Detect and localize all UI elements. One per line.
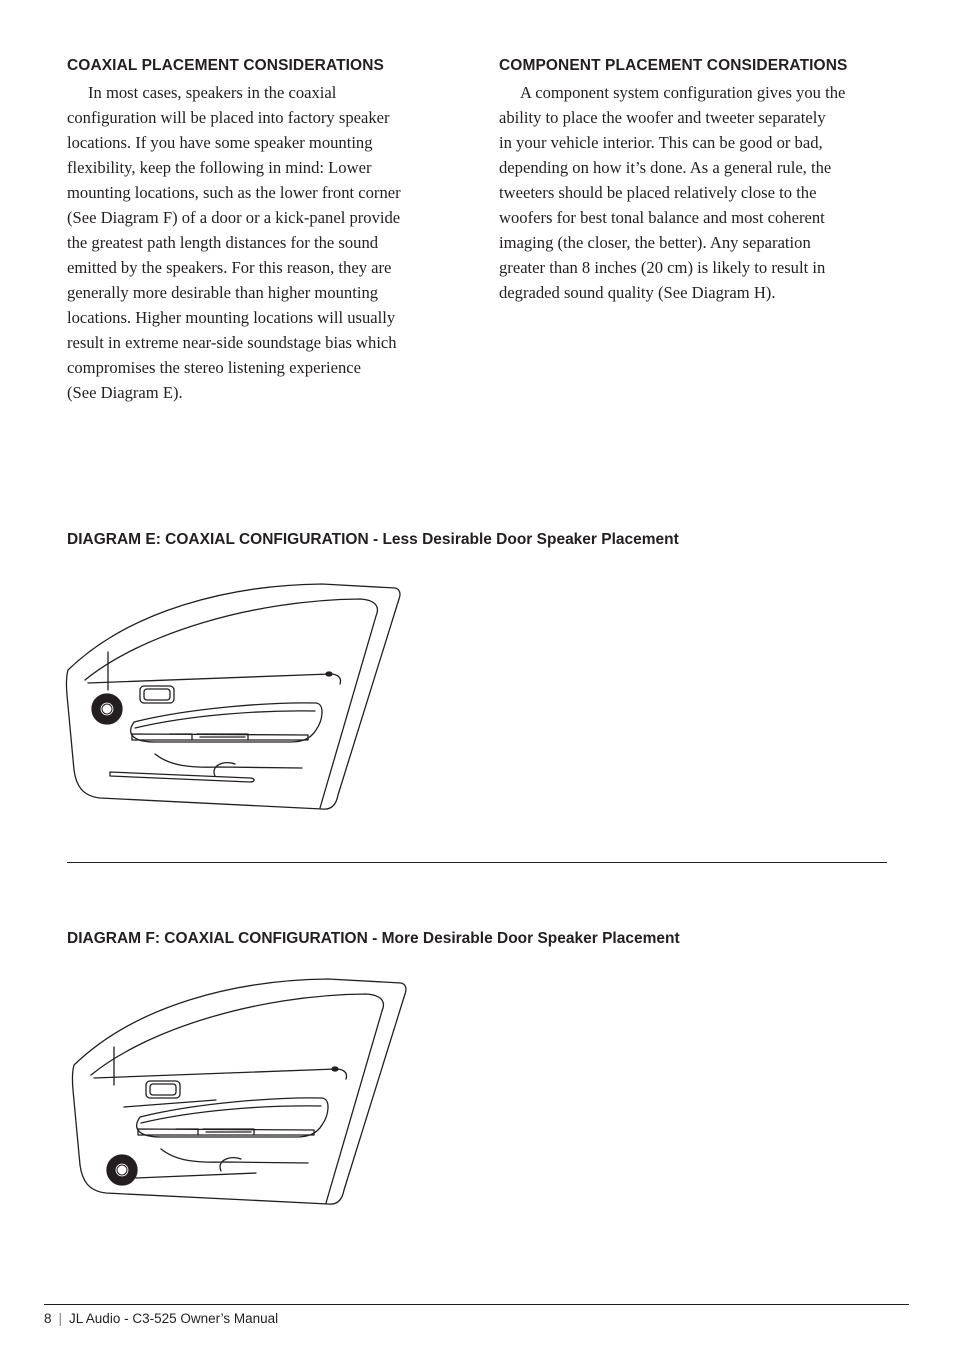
component-body bbox=[499, 80, 845, 305]
coaxial-line: generally more desirable than higher mounting bbox=[67, 283, 379, 302]
section-divider bbox=[67, 862, 887, 863]
coaxial-line: mounting locations, such as the lower front corner bbox=[67, 183, 401, 202]
page-number: 8 bbox=[44, 1311, 52, 1326]
footer-rule bbox=[44, 1304, 909, 1305]
coaxial-line: locations. Higher mounting locations will usually bbox=[67, 308, 396, 327]
coaxial-heading: COAXIAL PLACEMENT CONSIDERATIONS bbox=[67, 57, 384, 74]
component-line: degraded sound quality (See Diagram H). bbox=[499, 283, 776, 302]
coaxial-line: In most cases, speakers in the coaxial bbox=[88, 83, 337, 102]
coaxial-line: flexibility, keep the following in mind: Lower bbox=[67, 158, 372, 177]
component-line: imaging (the closer, the better). Any separation bbox=[499, 233, 811, 252]
coaxial-line: result in extreme near-side soundstage bias which bbox=[67, 333, 397, 352]
component-line: depending on how it’s done. As a general rule, the bbox=[499, 158, 832, 177]
footer-text: JL Audio - C3-525 Owner’s Manual bbox=[69, 1311, 279, 1326]
diagram-e-title: DIAGRAM E: COAXIAL CONFIGURATION - Less Desirable Door Speaker Placement bbox=[67, 531, 679, 548]
coaxial-line: emitted by the speakers. For this reason, they are bbox=[67, 258, 392, 277]
component-line: tweeters should be placed relatively close to the bbox=[499, 183, 817, 202]
coaxial-line: (See Diagram F) of a door or a kick-panel provide bbox=[67, 208, 401, 227]
component-line: woofers for best tonal balance and most coherent bbox=[499, 208, 825, 227]
diagram-f-title: DIAGRAM F: COAXIAL CONFIGURATION - More Desirable Door Speaker Placement bbox=[67, 930, 680, 947]
coaxial-line: compromises the stereo listening experience bbox=[67, 358, 361, 377]
coaxial-line: configuration will be placed into factory speaker bbox=[67, 108, 390, 127]
coaxial-line: the greatest path length distances for the sound bbox=[67, 233, 379, 252]
coaxial-body bbox=[67, 80, 401, 405]
component-line: greater than 8 inches (20 cm) is likely to result in bbox=[499, 258, 826, 277]
coaxial-line: (See Diagram E). bbox=[67, 383, 183, 402]
component-line: in your vehicle interior. This can be good or bad, bbox=[499, 133, 823, 152]
footer-separator: | bbox=[58, 1311, 63, 1326]
component-line: A component system configuration gives you the bbox=[520, 83, 846, 102]
component-line: ability to place the woofer and tweeter separately bbox=[499, 108, 826, 127]
page-footer bbox=[44, 1311, 278, 1326]
component-heading: COMPONENT PLACEMENT CONSIDERATIONS bbox=[499, 57, 848, 74]
diagram-f-door-illustration bbox=[66, 975, 416, 1215]
diagram-e-door-illustration bbox=[60, 580, 410, 820]
coaxial-line: locations. If you have some speaker mounting bbox=[67, 133, 373, 152]
